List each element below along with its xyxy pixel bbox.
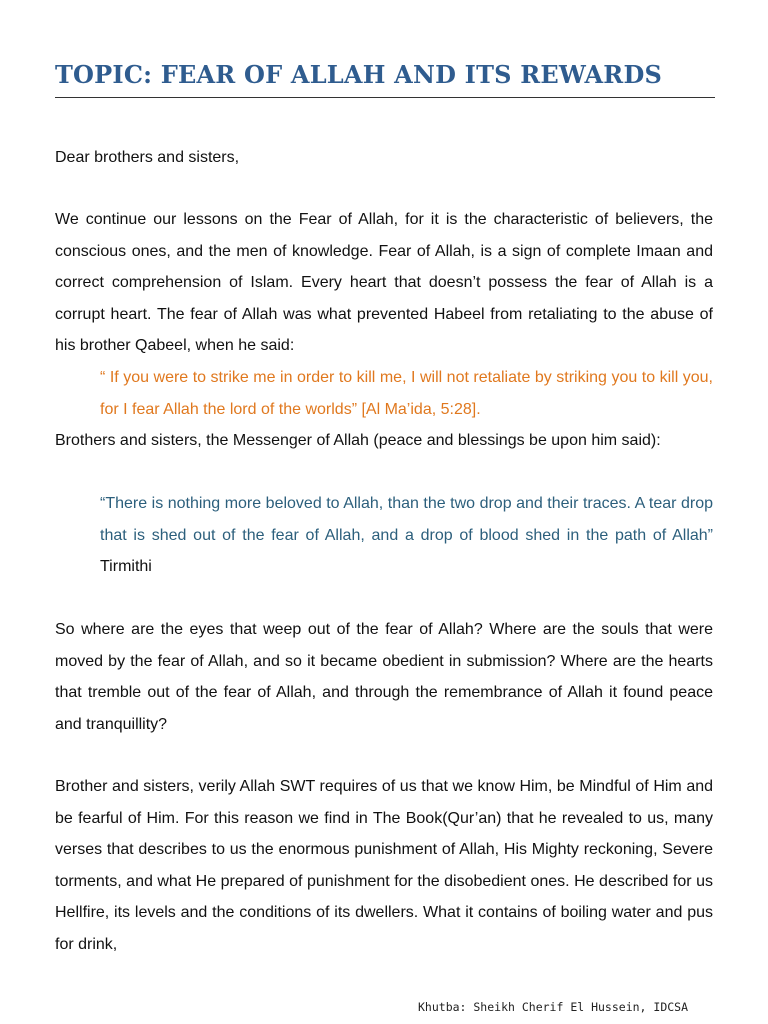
paragraph-4-lead: Brother and sisters <box>55 778 190 795</box>
greeting: Dear brothers and sisters, <box>55 149 240 166</box>
paragraph-3: So where are the eyes that weep out of the fear of Allah? Where are the souls that were moved by the fear of Allah, and so it became obedient in submission? Where are the hearts that tremble out of the fear of Allah, and through the remembrance of Allah it found peace and tranquillity? <box>55 621 713 733</box>
paragraph-4 <box>55 771 713 960</box>
paragraph-2 <box>55 425 713 457</box>
paragraph-2-lead: Brothers and sisters <box>55 432 198 449</box>
page-footer: Khutba: Sheikh Cherif El Hussein, IDCSA <box>418 1000 689 1014</box>
paragraph-1: We continue our lessons on the Fear of Allah, for it is the characteristic of believers, the conscious ones, and the men of knowledge. Fear of Allah, is a sign of complete Imaan and correct comprehension of Islam. Every heart that doesn’t possess the fear of Allah is a corrupt heart. The fear of Allah was what prevented Habeel from retaliating to the abuse of his brother Qabeel, when he said: <box>55 211 713 354</box>
hadith-quote-text: “There is nothing more beloved to Allah, than the two drop and their traces. A tear drop that is shed out of the fear of Allah, and a drop of blood shed in the path of Allah” <box>100 495 713 544</box>
paragraph-2-rest: , the Messenger of Allah (peace and blessings be upon him said): <box>197 432 661 449</box>
page-title: TOPIC: FEAR OF ALLAH AND ITS REWARDS <box>55 60 663 89</box>
hadith-source: Tirmithi <box>100 558 152 575</box>
quran-quote: “ If you were to strike me in order to kill me, I will not retaliate by striking you to kill you, for I fear Allah the lord of the worlds” [Al Ma’ida, 5:28]. <box>100 369 713 418</box>
paragraph-4-rest: , verily Allah SWT requires of us that we know Him, be Mindful of Him and be fearful of Him. For this reason we find in The Book(Qur’an) that he revealed to us, many verses that describes to us the enormous punishment of Allah, His Mighty reckoning, Severe torments, and what He prepared of punishment for the disobedient ones. He described for us Hellfire, its levels and the conditions of its dwellers. What it contains of boiling water and pus for drink, <box>55 778 714 953</box>
title-underline <box>55 97 715 98</box>
hadith-quote <box>100 488 713 583</box>
